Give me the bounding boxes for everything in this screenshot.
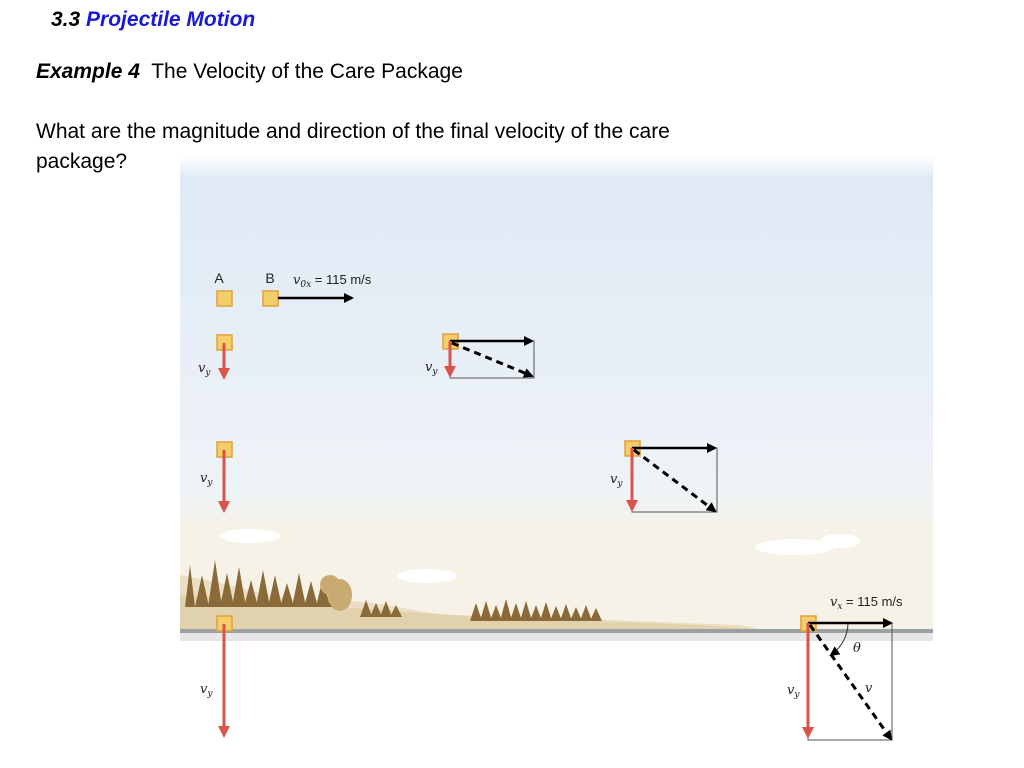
projectile-figure — [180, 155, 933, 768]
vx-label-final: $v_x = 115$ m/s — [830, 594, 903, 612]
v-arrow-final — [810, 625, 891, 739]
v-label-final: v — [865, 681, 873, 696]
package-b-start — [263, 291, 278, 306]
ground-line — [180, 629, 933, 633]
v0x-label: $v_{0x} = 115$ m/s — [293, 272, 372, 290]
sky-background — [180, 155, 933, 633]
vy-label-a-1: $v_y$ — [198, 361, 211, 378]
example-heading — [36, 60, 463, 84]
package-a-start — [217, 291, 232, 306]
vy-label-a-2: $v_y$ — [200, 471, 213, 488]
section-number: 3.3 — [51, 8, 81, 31]
vy-label-final: $v_y$ — [787, 683, 800, 700]
vy-label-b-1: $v_y$ — [425, 360, 438, 377]
label-b: B — [265, 270, 275, 286]
vy-label-b-2: $v_y$ — [610, 472, 623, 489]
vy-label-a-3: $v_y$ — [200, 682, 213, 699]
figure-svg — [180, 155, 933, 768]
question-text: What are the magnitude and direction of the final velocity of the care package? — [36, 120, 670, 173]
section-name: Projectile Motion — [86, 8, 256, 31]
theta-label: θ — [853, 641, 861, 656]
example-label: Example 4 — [36, 60, 140, 83]
example-title: The Velocity of the Care Package — [151, 60, 463, 83]
section-title — [51, 8, 255, 32]
label-a: A — [214, 270, 224, 286]
